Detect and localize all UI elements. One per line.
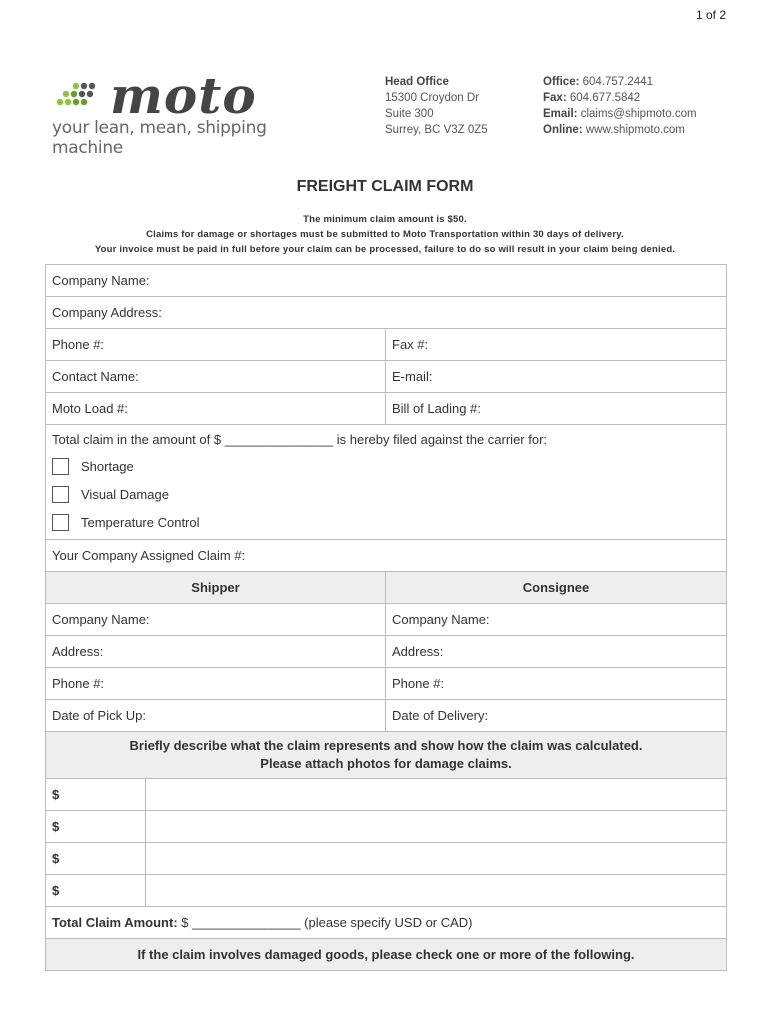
shortage-checkbox[interactable] [52, 458, 69, 475]
temperature-control-label: Temperature Control [81, 514, 200, 530]
assigned-claim-field[interactable]: Your Company Assigned Claim #: [46, 540, 727, 572]
note-line: Claims for damage or shortages must be submitted to Moto Transportation within 30 days of delivery. [146, 229, 624, 240]
page-number: 1 of 2 [695, 8, 726, 22]
shipper-phone-field[interactable]: Phone #: [46, 668, 386, 700]
delivery-date-field[interactable]: Date of Delivery: [386, 700, 727, 732]
email-field[interactable]: E-mail: [386, 361, 727, 393]
shipper-header: Shipper [46, 572, 386, 604]
consignee-address-field[interactable]: Address: [386, 636, 727, 668]
amount-cell[interactable]: $ [46, 843, 146, 875]
total-claim-line[interactable]: Total claim in the amount of $ _______________ is hereby filed against the carrier for: [52, 432, 548, 447]
logo-tagline: your lean, mean, shipping machine [52, 118, 267, 158]
total-claim-rest: $ _______________ (please specify USD or CAD) [177, 915, 473, 930]
amount-description-cell[interactable] [146, 811, 727, 843]
contact-name-field[interactable]: Contact Name: [46, 361, 386, 393]
description-line: Briefly describe what the claim represents and show how the claim was calculated. [129, 738, 643, 753]
fax-number: 604.677.5842 [569, 92, 641, 104]
amount-description-cell[interactable] [146, 779, 727, 811]
email-label: Email: [543, 108, 578, 120]
form-title: FREIGHT CLAIM FORM [296, 178, 474, 195]
phone-field[interactable]: Phone #: [46, 329, 386, 361]
note-line: The minimum claim amount is $50. [303, 214, 467, 225]
amount-description-cell[interactable] [146, 875, 727, 907]
head-office-block [385, 74, 488, 138]
moto-logo [52, 66, 342, 158]
head-office-title: Head Office [385, 76, 449, 88]
company-name-field[interactable]: Company Name: [46, 265, 727, 297]
shortage-label: Shortage [81, 458, 134, 474]
website-link[interactable]: www.shipmoto.com [585, 124, 685, 136]
amount-cell[interactable]: $ [46, 811, 146, 843]
fax-field[interactable]: Fax #: [386, 329, 727, 361]
total-claim-amount-field[interactable] [46, 907, 727, 939]
consignee-company-field[interactable]: Company Name: [386, 604, 727, 636]
email-address[interactable]: claims@shipmoto.com [580, 108, 697, 120]
address-line: Surrey, BC V3Z 0Z5 [385, 124, 488, 136]
moto-load-field[interactable]: Moto Load #: [46, 393, 386, 425]
damaged-goods-header: If the claim involves damaged goods, please check one or more of the following. [46, 939, 727, 971]
form-notes [0, 212, 770, 257]
bill-of-lading-field[interactable]: Bill of Lading #: [386, 393, 727, 425]
logo-wordmark: moto [110, 66, 257, 125]
claim-description-header [46, 732, 727, 779]
shipper-company-field[interactable]: Company Name: [46, 604, 386, 636]
claim-type-section [46, 425, 727, 540]
logo-dots-icon [52, 80, 112, 108]
pickup-date-field[interactable]: Date of Pick Up: [46, 700, 386, 732]
temperature-control-checkbox[interactable] [52, 514, 69, 531]
fax-label: Fax: [543, 92, 567, 104]
note-line: Your invoice must be paid in full before your claim can be processed, failure to do so will result in your claim being denied. [94, 244, 676, 255]
amount-description-cell[interactable] [146, 843, 727, 875]
visual-damage-checkbox[interactable] [52, 486, 69, 503]
contact-block [543, 74, 697, 138]
consignee-header: Consignee [386, 572, 727, 604]
amount-cell[interactable]: $ [46, 779, 146, 811]
office-phone: 604.757.2441 [582, 76, 653, 88]
office-label: Office: [543, 76, 580, 88]
address-line: Suite 300 [385, 108, 434, 120]
visual-damage-label: Visual Damage [81, 486, 169, 502]
online-label: Online: [543, 124, 583, 136]
company-address-field[interactable]: Company Address: [46, 297, 727, 329]
shipper-address-field[interactable]: Address: [46, 636, 386, 668]
total-claim-label: Total Claim Amount: [52, 915, 178, 930]
amount-cell[interactable]: $ [46, 875, 146, 907]
address-line: 15300 Croydon Dr [385, 92, 479, 104]
consignee-phone-field[interactable]: Phone #: [386, 668, 727, 700]
claim-form-table [45, 264, 727, 971]
description-line: Please attach photos for damage claims. [260, 756, 512, 771]
